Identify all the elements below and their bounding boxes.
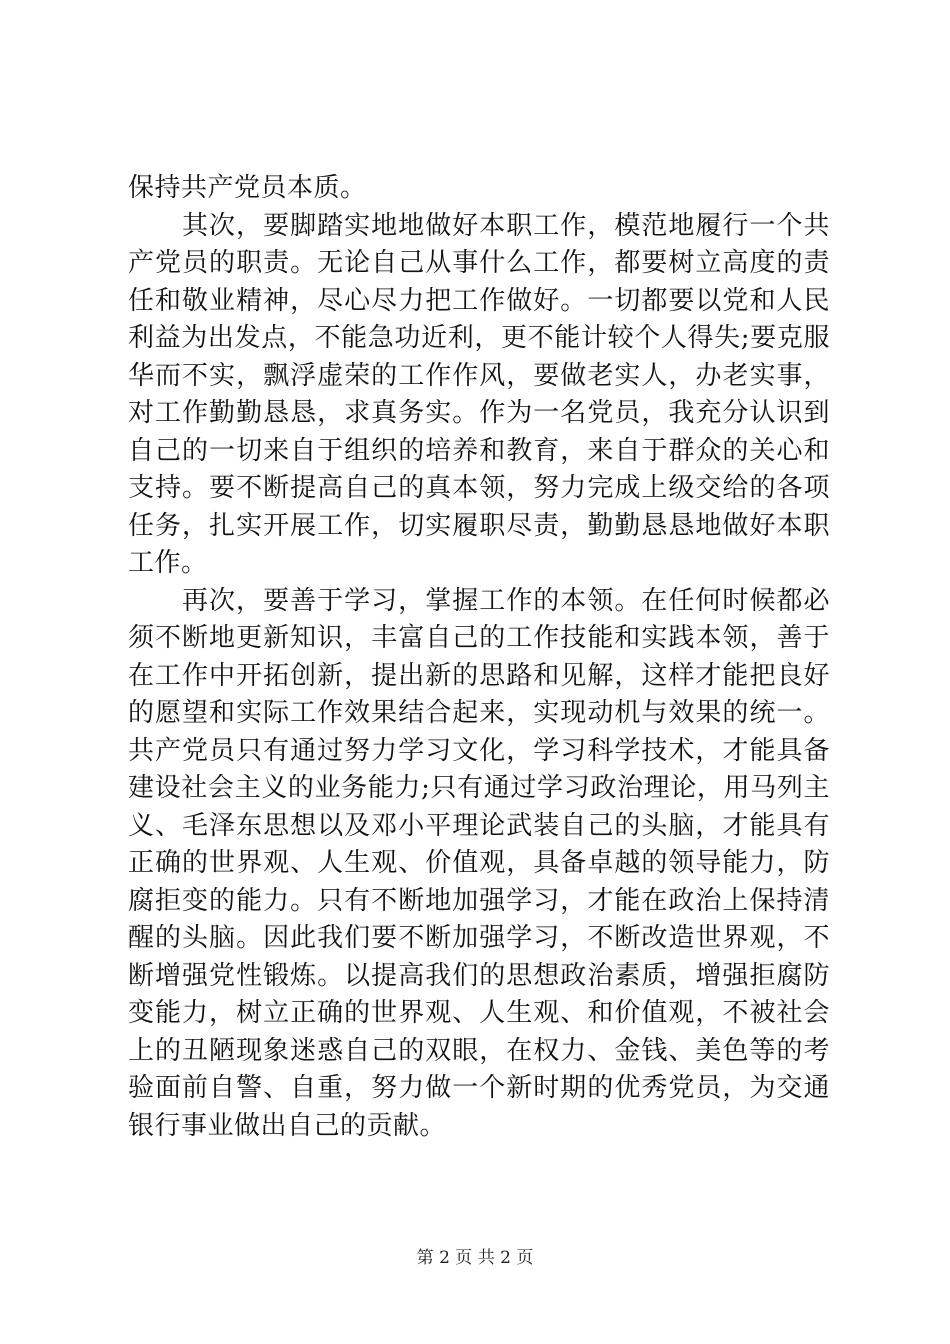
paragraph-2: 其次，要脚踏实地地做好本职工作，模范地履行一个共产党员的职责。无论自己从事什么工作，都要树立高度的责任和敬业精神，尽心尽力把工作做好。一切都要以党和人民利益为出发点，不能急功近利，更不能计较个人得失;要克服华而不实，飘浮虚荣的工作作风，要做老实人，办老实事，对工作勤勤恳恳，求真务实。作为一名党员，我充分认识到自己的一切来自于组织的培养和教育，来自于群众的关心和支持。要不断提高自己的真本领，努力完成上级交给的各项任务，扎实开展工作，切实履职尽责，勤勤恳恳地做好本职工作。	[128, 210, 830, 578]
paragraph-3: 再次，要善于学习，掌握工作的本领。在任何时候都必须不断地更新知识，丰富自己的工作技能和实践本领，善于在工作中开拓创新，提出新的思路和见解，这样才能把良好的愿望和实际工作效果结合起来，实现动机与效果的统一。共产党员只有通过努力学习文化，学习科学技术，才能具备建设社会主义的业务能力;只有通过学习政治理论，用马列主义、毛泽东思想以及邓小平理论武装自己的头脑，才能具有正确的世界观、人生观、价值观，具备卓越的领导能力，防腐拒变的能力。只有不断地加强学习，才能在政治上保持清醒的头脑。因此我们要不断加强学习，不断改造世界观，不断增强党性锻炼。以提高我们的思想政治素质，增强拒腐防变能力，树立正确的世界观、人生观、和价值观，不被社会上的丑陋现象迷惑自己的双眼，在权力、金钱、美色等的考验面前自警、自重，努力做一个新时期的优秀党员，为交通银行事业做出自己的贡献。	[128, 585, 830, 1141]
paragraph-1: 保持共产党员本质。	[128, 173, 367, 203]
document-body	[128, 170, 830, 1145]
page-footer: 第 2 页 共 2 页	[416, 1248, 534, 1268]
